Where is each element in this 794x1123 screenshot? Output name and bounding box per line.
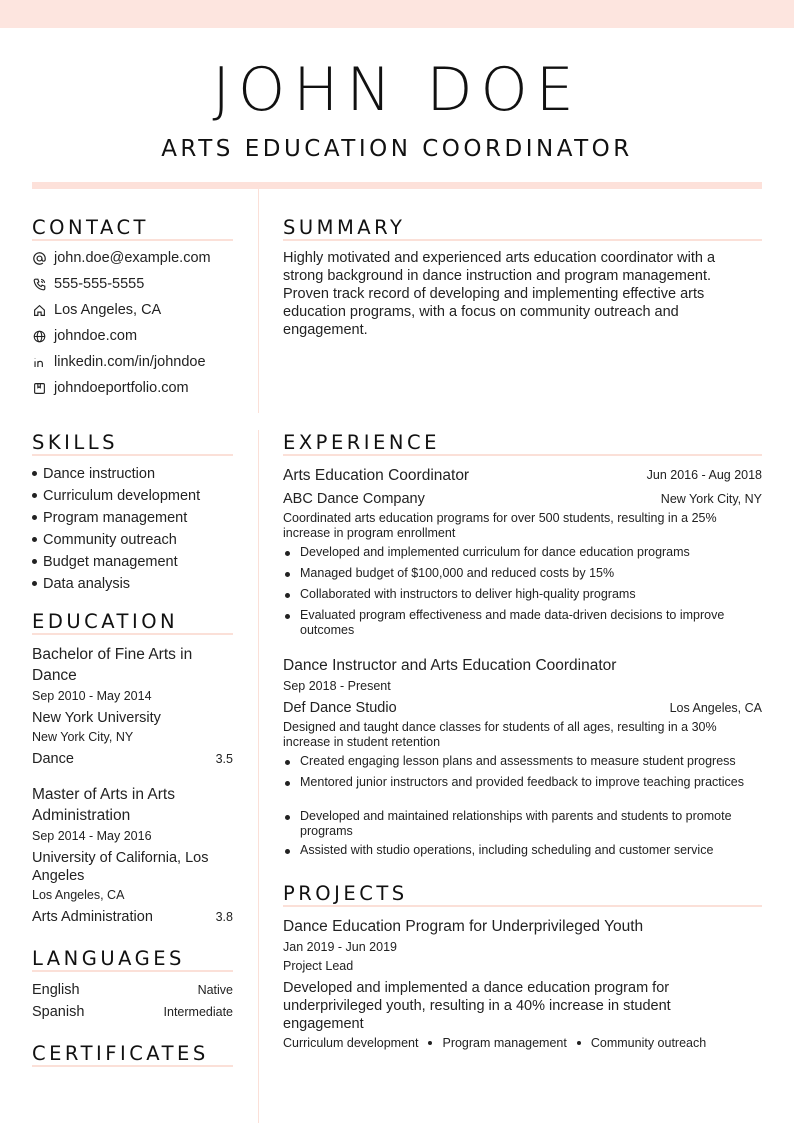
job-description: Designed and taught dance classes for students of all ages, resulting in a 30% increase in student retention <box>283 720 717 749</box>
education-degree: Bachelor of Fine Arts in Dance <box>32 646 193 684</box>
job-bullet: Collaborated with instructors to deliver high-quality programs <box>283 587 753 602</box>
projects-heading-rule <box>283 905 762 907</box>
bullet-dot <box>285 781 290 786</box>
languages-heading: LANGUAGES <box>32 947 185 970</box>
skills-heading: SKILLS <box>32 431 119 454</box>
project-tag: Program management <box>442 1036 567 1050</box>
linkedin-icon <box>32 355 46 369</box>
projects-heading: PROJECTS <box>283 882 408 905</box>
language-level: Intermediate <box>163 1005 233 1019</box>
certificates-heading-rule <box>32 1065 233 1067</box>
bullet-dot <box>32 559 37 564</box>
bullet-dot <box>285 572 290 577</box>
education-dates: Sep 2014 - May 2016 <box>32 829 152 843</box>
contact-phone-text: 555-555-5555 <box>54 276 145 292</box>
contact-portfolio[interactable] <box>32 378 189 398</box>
job-bullet: Assisted with studio operations, including scheduling and customer service <box>283 843 753 858</box>
contact-phone[interactable] <box>32 274 144 294</box>
contact-website[interactable] <box>32 326 137 346</box>
bullet-dot <box>285 760 290 765</box>
at-icon <box>32 251 46 265</box>
education-school: New York University <box>32 710 161 726</box>
project-tag: Curriculum development <box>283 1036 419 1050</box>
contact-email-text: john.doe@example.com <box>54 250 211 266</box>
education-field: Arts Administration <box>32 909 153 925</box>
job-bullet: Evaluated program effectiveness and made data-driven decisions to improve outcomes <box>283 608 753 638</box>
certificates-heading: CERTIFICATES <box>32 1042 209 1065</box>
contact-website-text: johndoe.com <box>54 328 138 344</box>
skill-item: Community outreach <box>32 531 177 549</box>
skill-item: Data analysis <box>32 575 130 593</box>
experience-heading: EXPERIENCE <box>283 431 440 454</box>
education-dates: Sep 2010 - May 2014 <box>32 689 152 703</box>
language-name: Spanish <box>32 1004 85 1020</box>
contact-heading-rule <box>32 239 233 241</box>
project-tag: Community outreach <box>590 1036 707 1050</box>
language-level: Native <box>197 983 233 997</box>
home-icon <box>32 303 46 317</box>
bullet-dot <box>285 849 290 854</box>
job-location: New York City, NY <box>660 492 762 506</box>
contact-linkedin[interactable] <box>32 352 206 372</box>
skill-item: Dance instruction <box>32 465 155 483</box>
column-divider-top <box>258 189 259 413</box>
skill-item: Curriculum development <box>32 487 200 505</box>
education-gpa: 3.8 <box>215 910 233 924</box>
languages-heading-rule <box>32 970 233 972</box>
job-role: Arts Education Coordinator <box>283 467 470 484</box>
column-divider-bottom <box>258 430 259 1123</box>
job-dates: Sep 2018 - Present <box>283 679 391 693</box>
job-role: Dance Instructor and Arts Education Coordinator <box>283 657 617 674</box>
education-field: Dance <box>32 751 74 767</box>
skills-heading-rule <box>32 454 233 456</box>
candidate-name: JOHN DOE <box>212 55 582 125</box>
bullet-dot <box>285 815 290 820</box>
contact-location-text: Los Angeles, CA <box>54 302 162 318</box>
job-description: Coordinated arts education programs for over 500 students, resulting in a 25% increase in program enrollment <box>283 511 717 540</box>
portfolio-icon <box>32 381 46 395</box>
bullet-dot <box>32 515 37 520</box>
header-divider <box>32 182 762 189</box>
education-location: Los Angeles, CA <box>32 888 125 902</box>
bullet-dot <box>285 551 290 556</box>
education-degree: Master of Arts in Arts Administration <box>32 786 175 824</box>
contact-linkedin-text: linkedin.com/in/johndoe <box>54 354 206 370</box>
job-bullet: Developed and implemented curriculum for dance education programs <box>283 545 753 560</box>
job-title: ARTS EDUCATION COORDINATOR <box>161 136 633 162</box>
top-accent-bar <box>0 0 794 28</box>
skill-item: Budget management <box>32 553 178 571</box>
summary-text: Highly motivated and experienced arts education coordinator with a strong background in dance instruction and program management. Proven track record of developing and implementing effective arts education programs, with a focus on community outreach and engagement. <box>283 250 716 338</box>
job-company: Def Dance Studio <box>283 700 397 716</box>
phone-icon <box>32 277 46 291</box>
project-description: Developed and implemented a dance education program for underprivileged youth, resulting in a 40% increase in student engagement <box>283 980 671 1032</box>
education-heading-rule <box>32 633 233 635</box>
contact-location <box>32 300 161 320</box>
contact-email[interactable] <box>32 248 211 268</box>
bullet-dot <box>285 593 290 598</box>
bullet-dot <box>32 581 37 586</box>
job-location: Los Angeles, CA <box>669 701 762 715</box>
bullet-dot <box>32 493 37 498</box>
bullet-dot <box>32 537 37 542</box>
summary-heading-rule <box>283 239 762 241</box>
contact-portfolio-text: johndoeportfolio.com <box>54 380 189 396</box>
language-name: English <box>32 982 80 998</box>
education-location: New York City, NY <box>32 730 134 744</box>
tag-separator <box>428 1041 432 1045</box>
project-tags <box>283 1036 706 1050</box>
project-dates: Jan 2019 - Jun 2019 <box>283 940 397 954</box>
education-school: University of California, Los Angeles <box>32 850 209 884</box>
job-bullet: Managed budget of $100,000 and reduced costs by 15% <box>283 566 753 581</box>
project-title: Dance Education Program for Underprivileged Youth <box>283 918 644 935</box>
tag-separator <box>577 1041 581 1045</box>
education-heading: EDUCATION <box>32 610 179 633</box>
job-dates: Jun 2016 - Aug 2018 <box>646 468 762 482</box>
bullet-dot <box>285 614 290 619</box>
bullet-dot <box>32 471 37 476</box>
job-bullet: Mentored junior instructors and provided feedback to improve teaching practices <box>283 775 753 790</box>
skill-item: Program management <box>32 509 187 527</box>
summary-heading: SUMMARY <box>283 216 406 239</box>
globe-icon <box>32 329 46 343</box>
job-company: ABC Dance Company <box>283 491 425 507</box>
job-bullet: Created engaging lesson plans and assessments to measure student progress <box>283 754 753 769</box>
education-gpa: 3.5 <box>215 752 233 766</box>
job-bullet: Developed and maintained relationships with parents and students to promote programs <box>283 809 753 839</box>
contact-heading: CONTACT <box>32 216 149 239</box>
experience-heading-rule <box>283 454 762 456</box>
project-role: Project Lead <box>283 959 354 973</box>
